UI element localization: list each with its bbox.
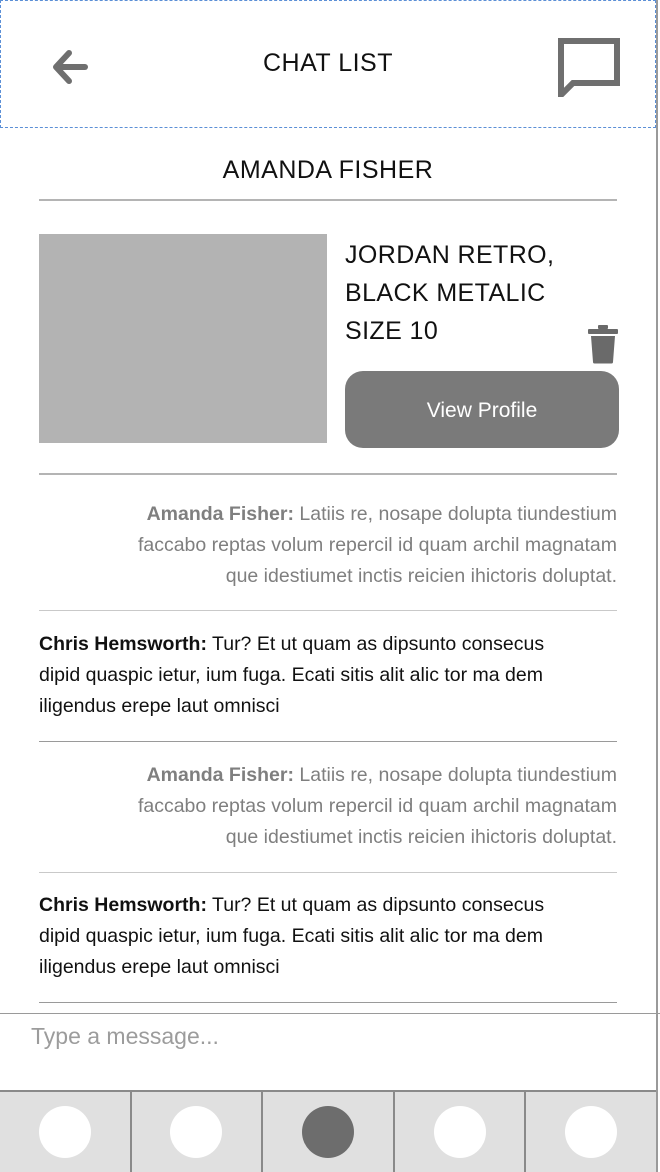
trash-icon[interactable]: [586, 324, 620, 364]
message-line: faccabo reptas volum repercil id quam archil magnatam: [137, 795, 617, 817]
message-line: dipid quaspic ietur, ium fuga. Ecati sitis alit alic tor ma dem: [39, 664, 543, 686]
message-sender: Amanda Fisher:: [146, 764, 294, 786]
composer: [0, 1014, 656, 1090]
chat-message: [39, 890, 617, 983]
tab-dot-icon: [565, 1106, 617, 1158]
message-input[interactable]: [0, 1014, 656, 1058]
tab-dot-icon: [434, 1106, 486, 1158]
divider: [39, 473, 617, 475]
divider: [39, 199, 617, 201]
screen-edge: [656, 0, 658, 1172]
product-info: [345, 236, 554, 350]
message-line: [39, 629, 617, 660]
message-line: faccabo reptas volum repercil id quam archil magnatam: [137, 534, 617, 556]
chat-bubble-icon[interactable]: [557, 37, 621, 97]
chat-message: [39, 499, 617, 592]
divider: [39, 1002, 617, 1003]
message-line: [39, 760, 617, 791]
tab-dot-icon: [39, 1106, 91, 1158]
message-line: iligendus erepe laut omnisci: [39, 695, 280, 717]
message-sender: Chris Hemsworth:: [39, 894, 207, 916]
product-size-line: SIZE 10: [345, 317, 439, 345]
message-line: que idestiumet inctis reicien ihictoris doluptat.: [225, 565, 617, 587]
message-text: Tur? Et ut quam as dipsunto consecus: [212, 633, 545, 655]
product-name-line: JORDAN RETRO,: [345, 241, 555, 269]
message-line: iligendus erepe laut omnisci: [39, 956, 280, 978]
tab-3[interactable]: [263, 1092, 395, 1172]
tab-dot-icon: [170, 1106, 222, 1158]
divider: [39, 610, 617, 611]
message-line: dipid quaspic ietur, ium fuga. Ecati sitis alit alic tor ma dem: [39, 925, 543, 947]
message-line: [39, 890, 617, 921]
chat-message: [39, 629, 617, 722]
message-sender: Chris Hemsworth:: [39, 633, 207, 655]
message-text: Latiis re, nosape dolupta tiundestium: [299, 764, 617, 786]
chat-message: [39, 760, 617, 853]
contact-name: AMANDA FISHER: [222, 156, 434, 184]
view-profile-button[interactable]: View Profile: [345, 371, 619, 448]
tab-4[interactable]: [395, 1092, 527, 1172]
tab-dot-icon: [302, 1106, 354, 1158]
message-text: Tur? Et ut quam as dipsunto consecus: [212, 894, 545, 916]
tab-2[interactable]: [132, 1092, 264, 1172]
message-line: [39, 499, 617, 530]
divider: [39, 872, 617, 873]
tab-bar: [0, 1090, 656, 1172]
app-header: [0, 0, 656, 128]
tab-1[interactable]: [0, 1092, 132, 1172]
product-color-line: BLACK METALIC: [345, 279, 546, 307]
message-line: que idestiumet inctis reicien ihictoris doluptat.: [225, 826, 617, 848]
divider: [39, 741, 617, 742]
tab-5[interactable]: [526, 1092, 656, 1172]
message-text: Latiis re, nosape dolupta tiundestium: [299, 503, 617, 525]
product-image: [39, 234, 327, 443]
page-title: CHAT LIST: [263, 49, 393, 77]
message-sender: Amanda Fisher:: [146, 503, 294, 525]
